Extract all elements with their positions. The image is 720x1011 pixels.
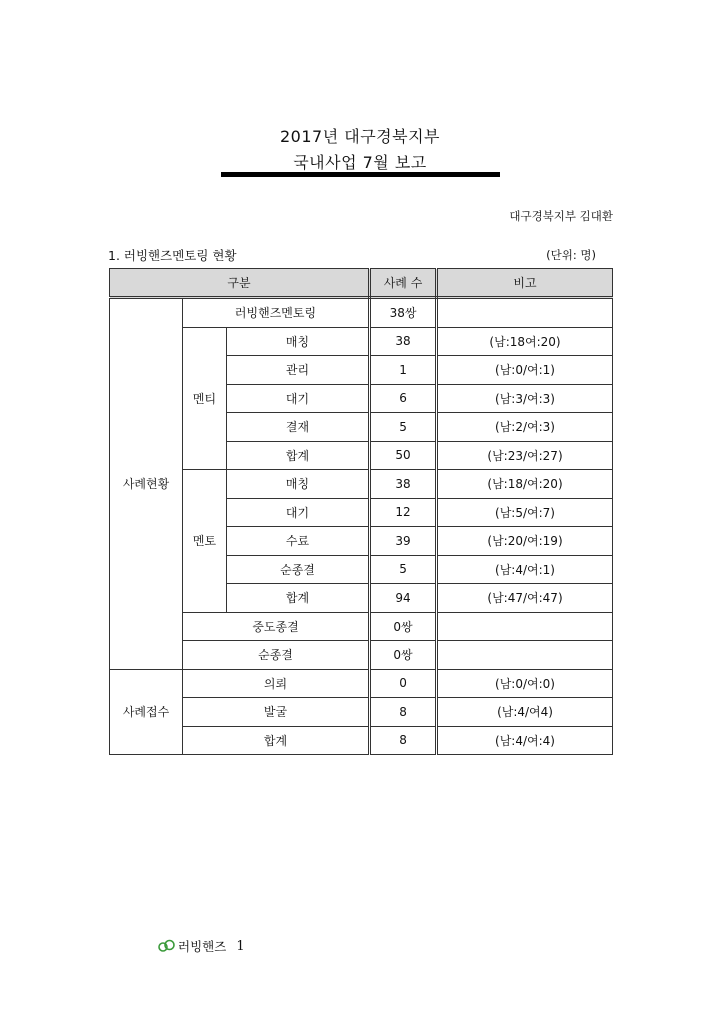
row-note: (남:23/여:27)	[437, 441, 613, 470]
row-count: 38	[370, 470, 437, 499]
row-label: 의뢰	[183, 669, 370, 698]
report-title-line2: 국내사업 7월 보고	[293, 153, 427, 172]
row-note: (남:20/여:19)	[437, 527, 613, 556]
subgroup-label-mentee: 멘티	[183, 327, 227, 470]
row-note: (남:5/여:7)	[437, 498, 613, 527]
header-count: 사례 수	[370, 269, 437, 298]
row-count: 8	[370, 698, 437, 727]
row-count: 0쌍	[370, 641, 437, 670]
hands-logo-icon	[158, 939, 176, 953]
row-label: 결재	[227, 413, 370, 442]
row-count: 5	[370, 555, 437, 584]
row-label: 수료	[227, 527, 370, 556]
row-note: (남:4/여:4)	[437, 726, 613, 755]
table-row	[110, 698, 613, 727]
row-count: 6	[370, 384, 437, 413]
header-note: 비고	[437, 269, 613, 298]
row-label: 순종결	[227, 555, 370, 584]
row-note	[437, 298, 613, 328]
title-underline	[221, 172, 500, 177]
row-count: 12	[370, 498, 437, 527]
row-label: 합계	[227, 441, 370, 470]
row-count: 1	[370, 356, 437, 385]
subgroup-label-mentor: 멘토	[183, 470, 227, 613]
table-row	[110, 641, 613, 670]
row-note: (남:47/여:47)	[437, 584, 613, 613]
footer-logo-text: 러빙핸즈	[178, 939, 227, 954]
row-label: 러빙핸즈멘토링	[183, 298, 370, 328]
header-category: 구분	[110, 269, 370, 298]
page-number: 1	[236, 938, 245, 954]
row-count: 8	[370, 726, 437, 755]
row-note: (남:3/여:3)	[437, 384, 613, 413]
row-label: 매칭	[227, 470, 370, 499]
row-note: (남:4/여4)	[437, 698, 613, 727]
row-note: (남:2/여:3)	[437, 413, 613, 442]
row-label: 대기	[227, 384, 370, 413]
row-note	[437, 641, 613, 670]
row-label: 발굴	[183, 698, 370, 727]
section-heading: 1. 러빙핸즈멘토링 현황	[108, 248, 237, 263]
row-label: 관리	[227, 356, 370, 385]
table-row	[110, 612, 613, 641]
table-header-row	[110, 269, 613, 298]
row-count: 38	[370, 327, 437, 356]
row-count: 50	[370, 441, 437, 470]
row-count: 5	[370, 413, 437, 442]
table-row	[110, 470, 613, 499]
row-count: 0	[370, 669, 437, 698]
row-note: (남:4/여:1)	[437, 555, 613, 584]
row-label: 대기	[227, 498, 370, 527]
table-row	[110, 669, 613, 698]
row-label: 중도종결	[183, 612, 370, 641]
page-footer	[158, 937, 245, 955]
table-row	[110, 327, 613, 356]
mentoring-status-table	[109, 268, 613, 755]
row-count: 94	[370, 584, 437, 613]
table-row	[110, 298, 613, 328]
row-label: 합계	[227, 584, 370, 613]
table-row	[110, 726, 613, 755]
group-label-status: 사례현황	[110, 298, 183, 670]
report-author: 대구경북지부 김대환	[509, 209, 613, 223]
row-note: (남:0/여:1)	[437, 356, 613, 385]
row-note: (남:0/여:0)	[437, 669, 613, 698]
row-note: (남:18여:20)	[437, 327, 613, 356]
row-count: 38쌍	[370, 298, 437, 328]
report-title-line1: 2017년 대구경북지부	[280, 127, 440, 146]
row-label: 합계	[183, 726, 370, 755]
group-label-intake: 사례접수	[110, 669, 183, 755]
row-count: 39	[370, 527, 437, 556]
row-note	[437, 612, 613, 641]
row-label: 순종결	[183, 641, 370, 670]
unit-label: (단위: 명)	[546, 248, 596, 262]
row-count: 0쌍	[370, 612, 437, 641]
row-note: (남:18/여:20)	[437, 470, 613, 499]
row-label: 매칭	[227, 327, 370, 356]
